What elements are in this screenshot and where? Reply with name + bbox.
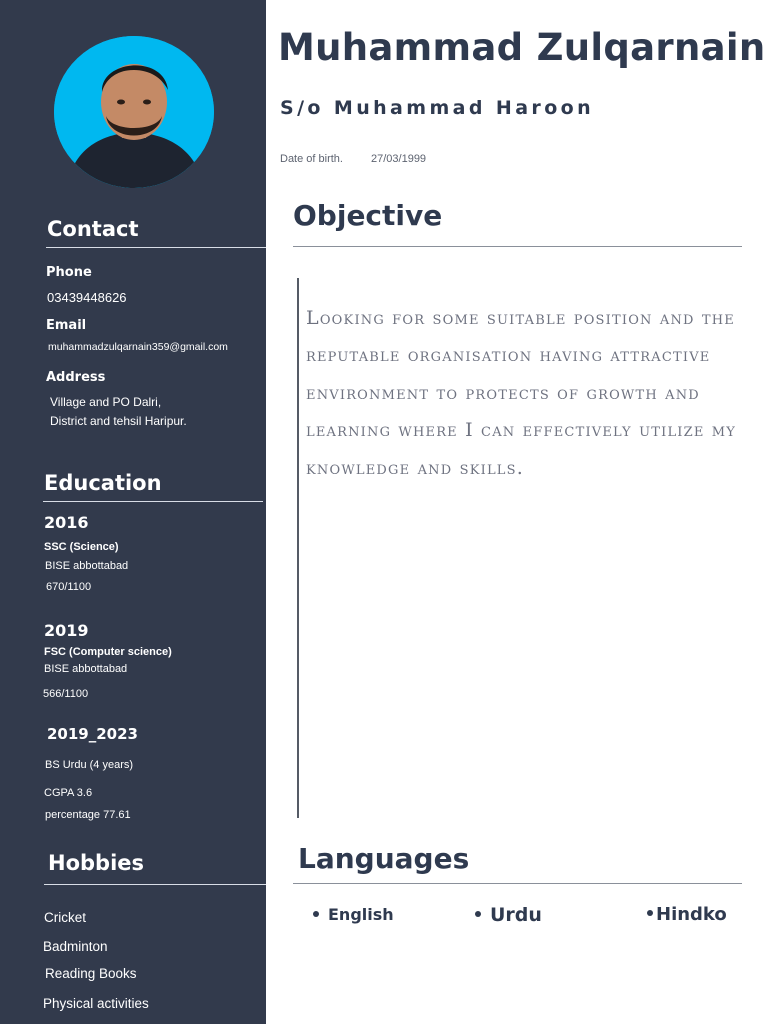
parentage-line: S/o Muhammad Haroon	[280, 97, 595, 119]
phone-label: Phone	[46, 265, 92, 280]
email-label: Email	[46, 318, 87, 333]
language-label: English	[328, 905, 394, 924]
address-label: Address	[46, 370, 106, 385]
education-board: BISE abbottabad	[45, 560, 129, 572]
hobby-item: Physical activities	[43, 996, 149, 1011]
objective-text: Looking for some suitable position and the reputable organisation having attractive environment to protects of growth and learning where I can effectively utilize my knowledge and skills.	[306, 307, 737, 479]
objective-divider	[293, 246, 742, 247]
language-item	[647, 904, 727, 925]
address-line-2: District and tehsil Haripur.	[50, 414, 187, 428]
education-degree: BS Urdu (4 years)	[45, 759, 134, 771]
education-marks: 670/1100	[46, 581, 92, 593]
language-item	[475, 904, 542, 926]
profile-photo	[54, 36, 214, 188]
hobby-item: Cricket	[44, 910, 87, 925]
languages-heading: Languages	[298, 842, 470, 875]
education-year: 2016	[44, 513, 89, 532]
bullet-icon	[475, 911, 481, 917]
bullet-icon	[647, 910, 653, 916]
education-year: 2019_2023	[47, 725, 138, 743]
hobbies-divider	[44, 884, 266, 885]
person-name: Muhammad Zulqarnain	[278, 26, 766, 69]
languages-divider	[293, 883, 742, 884]
language-label: Hindko	[656, 904, 727, 925]
contact-heading: Contact	[47, 217, 139, 241]
education-degree: SSC (Science)	[44, 541, 119, 553]
hobbies-heading: Hobbies	[48, 851, 145, 875]
education-percentage: percentage 77.61	[45, 809, 131, 821]
education-heading: Education	[44, 471, 162, 495]
objective-heading: Objective	[293, 199, 443, 232]
language-item	[313, 905, 394, 924]
language-label: Urdu	[490, 904, 542, 926]
contact-divider	[46, 247, 266, 248]
bullet-icon	[313, 911, 319, 917]
hobby-item: Reading Books	[45, 966, 137, 981]
sidebar	[0, 0, 266, 1024]
phone-value: 03439448626	[47, 290, 127, 305]
education-marks: 566/1100	[43, 688, 89, 700]
education-degree: FSC (Computer science)	[44, 646, 172, 658]
dob-value: 27/03/1999	[371, 153, 427, 165]
education-board: BISE abbottabad	[44, 663, 128, 675]
hobby-item: Badminton	[43, 939, 108, 954]
education-divider	[43, 501, 263, 502]
education-cgpa: CGPA 3.6	[44, 787, 93, 799]
objective-quote-bar	[297, 278, 299, 818]
address-line-1: Village and PO Dalri,	[50, 395, 162, 409]
education-year: 2019	[44, 621, 89, 640]
dob-label: Date of birth.	[280, 153, 343, 165]
email-value: muhammadzulqarnain359@gmail.com	[48, 341, 228, 353]
